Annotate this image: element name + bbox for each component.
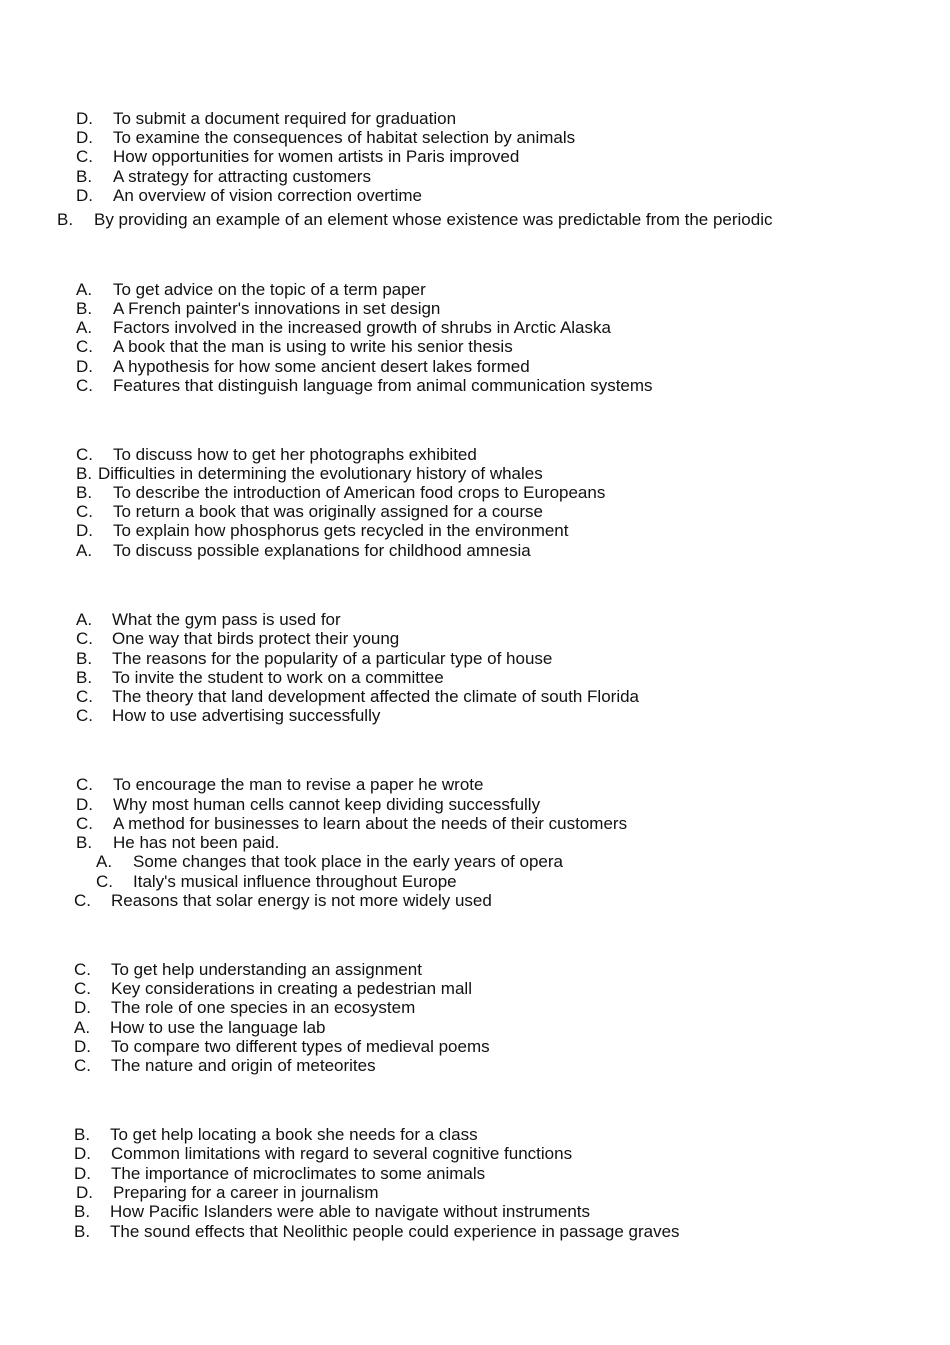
answer-letter: C.	[76, 706, 93, 725]
answer-text: To examine the consequences of habitat selection by animals	[113, 128, 576, 147]
answer-letter: D.	[74, 1037, 91, 1056]
answer-text: To return a book that was originally assigned for a course	[113, 502, 543, 521]
answer-letter: A.	[74, 1018, 91, 1037]
answer-text: A book that the man is using to write his senior thesis	[113, 337, 513, 356]
answer-text: A French painter's innovations in set design	[113, 299, 441, 318]
answer-letter: D.	[76, 1183, 93, 1202]
answer-text: He has not been paid.	[113, 833, 280, 852]
answer-text: Reasons that solar energy is not more widely used	[111, 891, 492, 910]
answer-text: Italy's musical influence throughout Europe	[133, 872, 457, 891]
answer-text: How to use advertising successfully	[112, 706, 381, 725]
answer-letter: B.	[76, 483, 93, 502]
answer-letter: B.	[76, 668, 93, 687]
answer-letter: B.	[74, 1125, 91, 1144]
answer-text: To get advice on the topic of a term paper	[113, 280, 426, 299]
answer-letter: B.	[76, 167, 93, 186]
answer-text: To describe the introduction of American food crops to Europeans	[113, 483, 606, 502]
answer-text: A hypothesis for how some ancient desert lakes formed	[113, 357, 530, 376]
answer-letter: C.	[74, 1056, 91, 1075]
answer-text: Preparing for a career in journalism	[113, 1183, 379, 1202]
answer-letter: C.	[96, 872, 113, 891]
answer-letter: D.	[76, 521, 93, 540]
answer-text: How Pacific Islanders were able to navigate without instruments	[110, 1202, 591, 1221]
answer-text: To submit a document required for graduation	[113, 109, 457, 128]
answer-text: To invite the student to work on a committee	[112, 668, 444, 687]
answer-text: How to use the language lab	[110, 1018, 326, 1037]
answer-letter: D.	[76, 357, 93, 376]
answer-letter: C.	[74, 960, 91, 979]
answer-text: What the gym pass is used for	[112, 610, 341, 629]
answer-letter: D.	[76, 186, 93, 205]
answer-text: A strategy for attracting customers	[113, 167, 371, 186]
answer-text: To get help locating a book she needs for a class	[110, 1125, 478, 1144]
answer-letter: A.	[76, 280, 93, 299]
answer-text: The importance of microclimates to some animals	[111, 1164, 486, 1183]
answer-letter: B.	[76, 299, 93, 318]
answer-text: An overview of vision correction overtime	[113, 186, 422, 205]
answer-text: Why most human cells cannot keep dividing successfully	[113, 795, 541, 814]
answer-letter: B.	[76, 833, 93, 852]
answer-text: Features that distinguish language from animal communication systems	[113, 376, 653, 395]
answer-letter: A.	[76, 541, 93, 560]
answer-letter: D.	[74, 1164, 91, 1183]
answer-letter: D.	[76, 795, 93, 814]
answer-letter: B.	[57, 210, 74, 229]
answer-text: To get help understanding an assignment	[111, 960, 422, 979]
answer-text: To discuss how to get her photographs exhibited	[113, 445, 477, 464]
answer-letter: C.	[76, 687, 93, 706]
answer-text: By providing an example of an element whose existence was predictable from the periodic	[94, 210, 773, 229]
answer-text: The reasons for the popularity of a particular type of house	[112, 649, 553, 668]
answer-text: To discuss possible explanations for childhood amnesia	[113, 541, 531, 560]
answer-letter: C.	[74, 891, 91, 910]
answer-text: Common limitations with regard to several cognitive functions	[111, 1144, 573, 1163]
answer-text: Key considerations in creating a pedestrian mall	[111, 979, 472, 998]
answer-letter: A.	[96, 852, 113, 871]
answer-letter: B.	[74, 1222, 91, 1241]
answer-letter: B.	[74, 1202, 91, 1221]
answer-text: To explain how phosphorus gets recycled in the environment	[113, 521, 569, 540]
answer-letter: C.	[76, 376, 93, 395]
answer-letter: C.	[76, 502, 93, 521]
answer-text: To encourage the man to revise a paper he wrote	[113, 775, 484, 794]
answer-letter: C.	[76, 814, 93, 833]
answer-letter: C.	[76, 445, 93, 464]
answer-text: Some changes that took place in the early years of opera	[133, 852, 563, 871]
answer-letter: C.	[76, 337, 93, 356]
answer-text: Factors involved in the increased growth of shrubs in Arctic Alaska	[113, 318, 611, 337]
answer-letter: C.	[76, 629, 93, 648]
answer-letter: A.	[76, 610, 93, 629]
answer-letter: A.	[76, 318, 93, 337]
answer-letter: B.	[76, 464, 93, 483]
answer-text: How opportunities for women artists in Paris improved	[113, 147, 520, 166]
answer-text: The sound effects that Neolithic people could experience in passage graves	[110, 1222, 680, 1241]
answer-letter: D.	[74, 998, 91, 1017]
answer-text: The theory that land development affected the climate of south Florida	[112, 687, 639, 706]
answer-text: To compare two different types of medieval poems	[111, 1037, 490, 1056]
answer-letter: D.	[74, 1144, 91, 1163]
answer-letter: C.	[74, 979, 91, 998]
answer-letter: B.	[76, 649, 93, 668]
answer-letter: C.	[76, 147, 93, 166]
answer-text: The role of one species in an ecosystem	[111, 998, 416, 1017]
answer-letter: D.	[76, 128, 93, 147]
answer-text: A method for businesses to learn about the needs of their customers	[113, 814, 628, 833]
answer-text: The nature and origin of meteorites	[111, 1056, 376, 1075]
answer-letter: D.	[76, 109, 93, 128]
answer-text: One way that birds protect their young	[112, 629, 400, 648]
answer-text: Difficulties in determining the evolutionary history of whales	[98, 464, 543, 483]
answer-letter: C.	[76, 775, 93, 794]
